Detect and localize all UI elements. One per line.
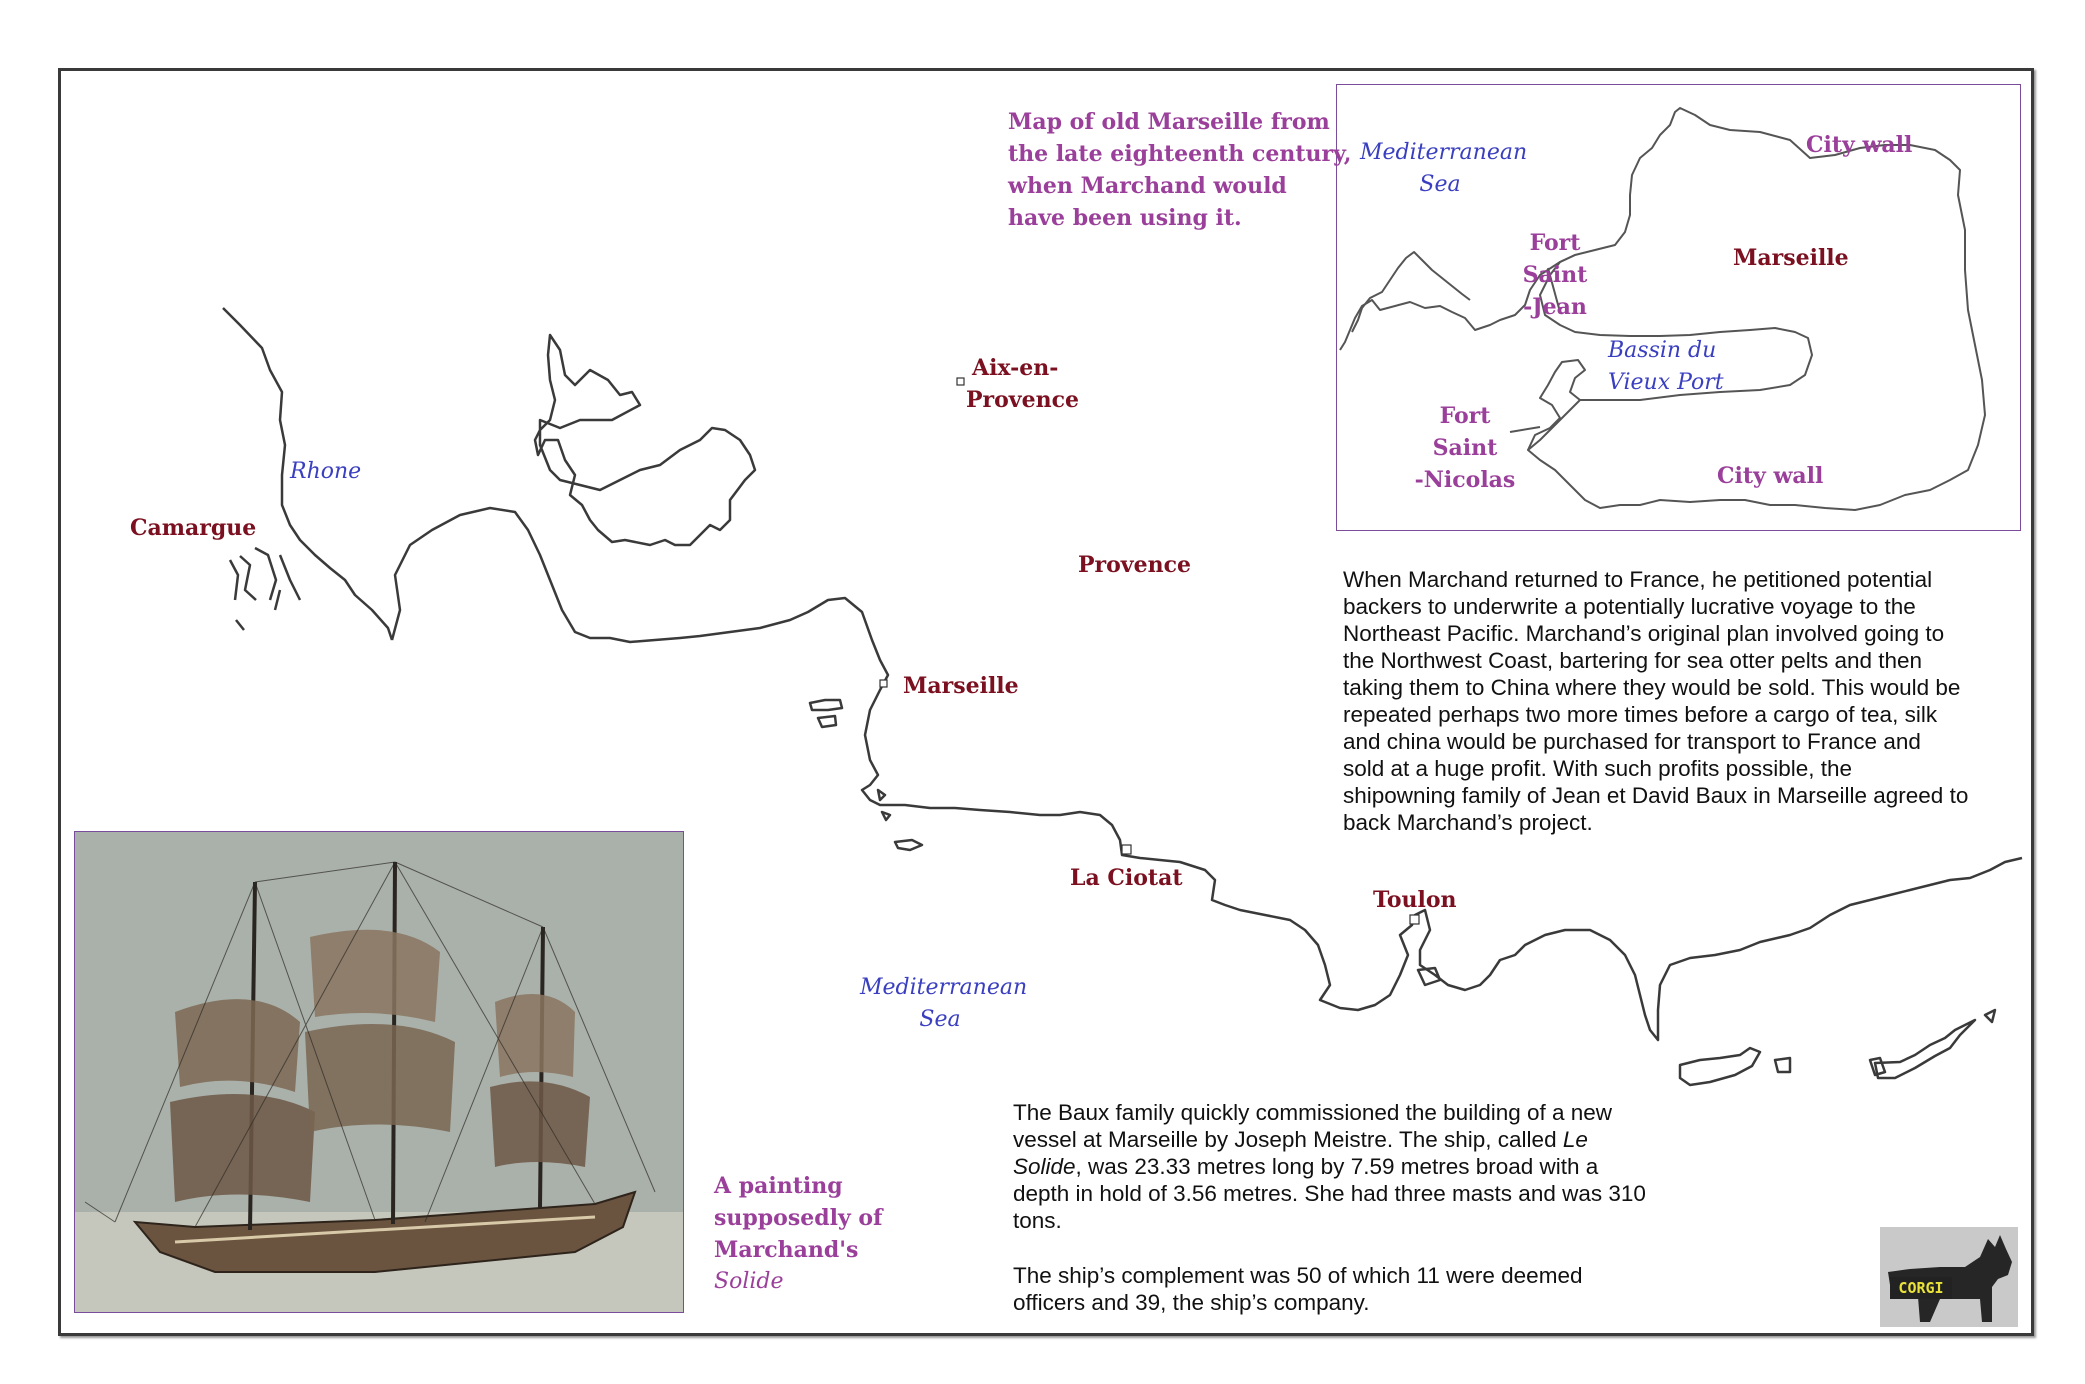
text-line: shipowning family of Jean et David Baux in Marseille agreed to bbox=[1343, 783, 1969, 808]
label-la-ciotat: La Ciotat bbox=[1070, 865, 1183, 891]
text-line: officers and 39, the ship’s company. bbox=[1013, 1290, 1370, 1315]
text-run: vessel at Marseille by Joseph Meistre. The ship, called bbox=[1013, 1127, 1563, 1152]
label-aix-line: Aix-en- bbox=[972, 355, 1059, 381]
island bbox=[878, 790, 885, 800]
marseille-marker bbox=[880, 680, 887, 687]
island bbox=[1775, 1058, 1790, 1072]
inset-fsn-line: -Nicolas bbox=[1414, 467, 1516, 493]
map-caption-line: Map of old Marseille from bbox=[1008, 109, 1330, 135]
ship-painting bbox=[74, 831, 684, 1313]
label-aix-line: Provence bbox=[966, 387, 1079, 413]
camargue-delta bbox=[230, 548, 300, 630]
inset-label-fort-saint-jean bbox=[1500, 227, 1610, 323]
logo-text: CORGI bbox=[1890, 1277, 1952, 1299]
island bbox=[882, 812, 890, 820]
painting-caption-line: supposedly of bbox=[714, 1205, 883, 1231]
label-aix-en-provence bbox=[966, 352, 1079, 416]
ship-painting-image bbox=[75, 832, 683, 1312]
label-marseille: Marseille bbox=[903, 673, 1019, 699]
ship-name-italic: Le bbox=[1562, 1127, 1588, 1152]
label-sea-line: Sea bbox=[919, 1007, 961, 1032]
toulon-marker bbox=[1410, 915, 1419, 924]
text-line: Northeast Pacific. Marchand’s original plan involved going to bbox=[1343, 621, 1945, 646]
ship-name-italic: Solide bbox=[1013, 1154, 1076, 1179]
paragraph-complement bbox=[1013, 1262, 1582, 1316]
inland-outline bbox=[535, 335, 755, 545]
text-run: , was 23.33 metres long by 7.59 metres broad with a bbox=[1075, 1154, 1599, 1179]
text-line: When Marchand returned to France, he petitioned potential bbox=[1343, 567, 1933, 592]
inset-fsn-line: Fort Saint bbox=[1432, 403, 1498, 461]
map-caption-line: have been using it. bbox=[1008, 205, 1242, 231]
text-line: The Baux family quickly commissioned the building of a new bbox=[1013, 1100, 1613, 1125]
painting-caption bbox=[714, 1170, 883, 1298]
island bbox=[1680, 1048, 1760, 1085]
inset-label-mediterranean-sea bbox=[1360, 137, 1528, 201]
label-rhone: Rhone bbox=[290, 459, 362, 484]
inset-label-bassin-du-vieux-port bbox=[1608, 335, 1724, 399]
island bbox=[810, 700, 842, 710]
text-line: backers to underwrite a potentially lucrative voyage to the bbox=[1343, 594, 1916, 619]
island bbox=[1875, 1020, 1975, 1078]
map-caption-line: the late eighteenth century, bbox=[1008, 141, 1352, 167]
inset-bassin-line: Bassin du bbox=[1608, 338, 1717, 363]
aix-marker bbox=[957, 378, 964, 385]
label-toulon: Toulon bbox=[1373, 887, 1457, 913]
label-provence: Provence bbox=[1078, 552, 1191, 578]
text-line: the Northwest Coast, bartering for sea otter pelts and then bbox=[1343, 648, 1923, 673]
inset-sea-line: Sea bbox=[1419, 172, 1461, 197]
text-line bbox=[1013, 1126, 1646, 1153]
inset-bassin-line: Vieux Port bbox=[1608, 370, 1724, 395]
text-line: The ship’s complement was 50 of which 11 were deemed bbox=[1013, 1263, 1583, 1288]
la-ciotat-marker bbox=[1122, 845, 1131, 854]
map-caption bbox=[1008, 106, 1351, 234]
map-caption-line: when Marchand would bbox=[1008, 173, 1287, 199]
paragraph-marchand-plan bbox=[1343, 566, 1968, 836]
label-camargue: Camargue bbox=[130, 515, 257, 541]
island bbox=[1985, 1010, 1995, 1022]
text-line: sold at a huge profit. With such profits possible, the bbox=[1343, 756, 1853, 781]
corgi-logo bbox=[1880, 1227, 2018, 1327]
paragraph-le-solide bbox=[1013, 1099, 1646, 1234]
inset-fsj-line: -Jean bbox=[1523, 294, 1587, 320]
text-line: tons. bbox=[1013, 1208, 1062, 1233]
text-line: depth in hold of 3.56 metres. She had three masts and was 310 bbox=[1013, 1181, 1646, 1206]
painting-caption-line: Marchand's bbox=[714, 1237, 859, 1263]
text-line: repeated perhaps two more times before a cargo of tea, silk bbox=[1343, 702, 1938, 727]
inset-label-city-wall-bottom: City wall bbox=[1717, 463, 1824, 489]
text-line: taking them to China where they would be sold. This would be bbox=[1343, 675, 1961, 700]
text-line: back Marchand’s project. bbox=[1343, 810, 1593, 835]
painting-caption-line: A painting bbox=[714, 1173, 843, 1199]
island bbox=[818, 716, 836, 727]
island bbox=[895, 840, 922, 850]
text-line bbox=[1013, 1153, 1646, 1180]
inset-label-fort-saint-nicolas bbox=[1410, 400, 1520, 496]
inset-label-city-wall-top: City wall bbox=[1806, 132, 1913, 158]
inset-label-marseille: Marseille bbox=[1733, 245, 1849, 271]
label-mediterranean-sea bbox=[860, 972, 1028, 1036]
text-line: and china would be purchased for transport to France and bbox=[1343, 729, 1921, 754]
inset-fsj-line: Fort Saint bbox=[1522, 230, 1588, 288]
painting-caption-line: Solide bbox=[714, 1269, 784, 1294]
label-sea-line: Mediterranean bbox=[860, 975, 1028, 1000]
inset-sea-line: Mediterranean bbox=[1360, 140, 1528, 165]
